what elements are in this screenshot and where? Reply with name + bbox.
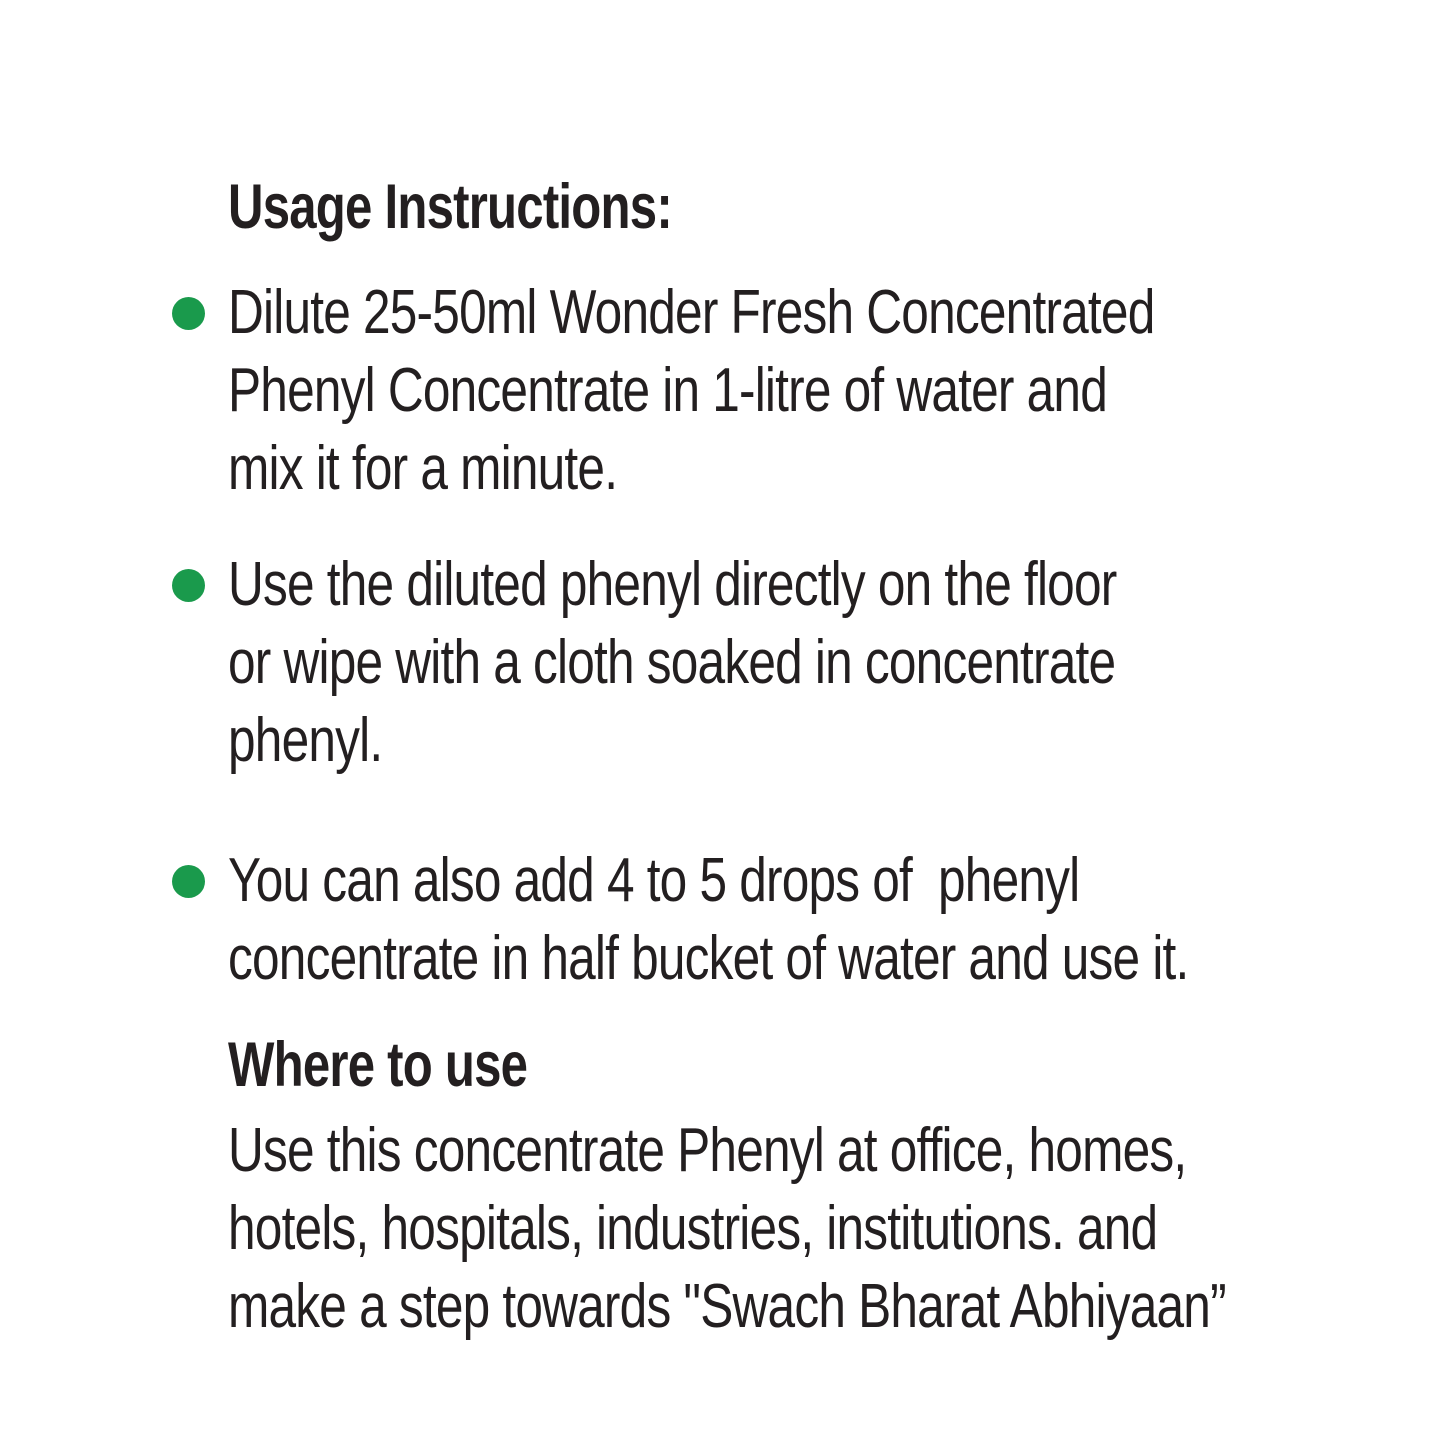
bullet-dot-icon	[172, 865, 205, 898]
bullet-1-line-3: mix it for a minute.	[228, 434, 618, 503]
where-line-2: hotels, hospitals, industries, institutions. and	[228, 1194, 1158, 1263]
bullet-3-line-1: You can also add 4 to 5 drops of phenyl	[228, 846, 1080, 915]
usage-bullet-1	[172, 274, 1392, 508]
usage-bullet-3	[172, 842, 1392, 998]
usage-bullet-2	[172, 546, 1392, 780]
bullet-1-line-1: Dilute 25-50ml Wonder Fresh Concentrated	[228, 278, 1155, 347]
where-to-use-paragraph	[228, 1112, 1392, 1346]
bullet-3-line-2: concentrate in half bucket of water and use it.	[228, 924, 1189, 993]
bullet-1-line-2: Phenyl Concentrate in 1-litre of water and	[228, 356, 1107, 425]
instructions-panel	[172, 168, 1392, 1346]
where-line-1: Use this concentrate Phenyl at office, homes,	[228, 1116, 1187, 1185]
bullet-dot-icon	[172, 569, 205, 602]
bullet-2-line-3: phenyl.	[228, 706, 383, 775]
usage-instructions-title: Usage Instructions:	[228, 172, 672, 242]
bullet-dot-icon	[172, 297, 205, 330]
where-line-3: make a step towards "Swach Bharat Abhiyaan”	[228, 1272, 1226, 1341]
where-to-use-title: Where to use	[228, 1030, 528, 1100]
bullet-2-line-2: or wipe with a cloth soaked in concentrate	[228, 628, 1116, 697]
bullet-2-line-1: Use the diluted phenyl directly on the floor	[228, 550, 1117, 619]
